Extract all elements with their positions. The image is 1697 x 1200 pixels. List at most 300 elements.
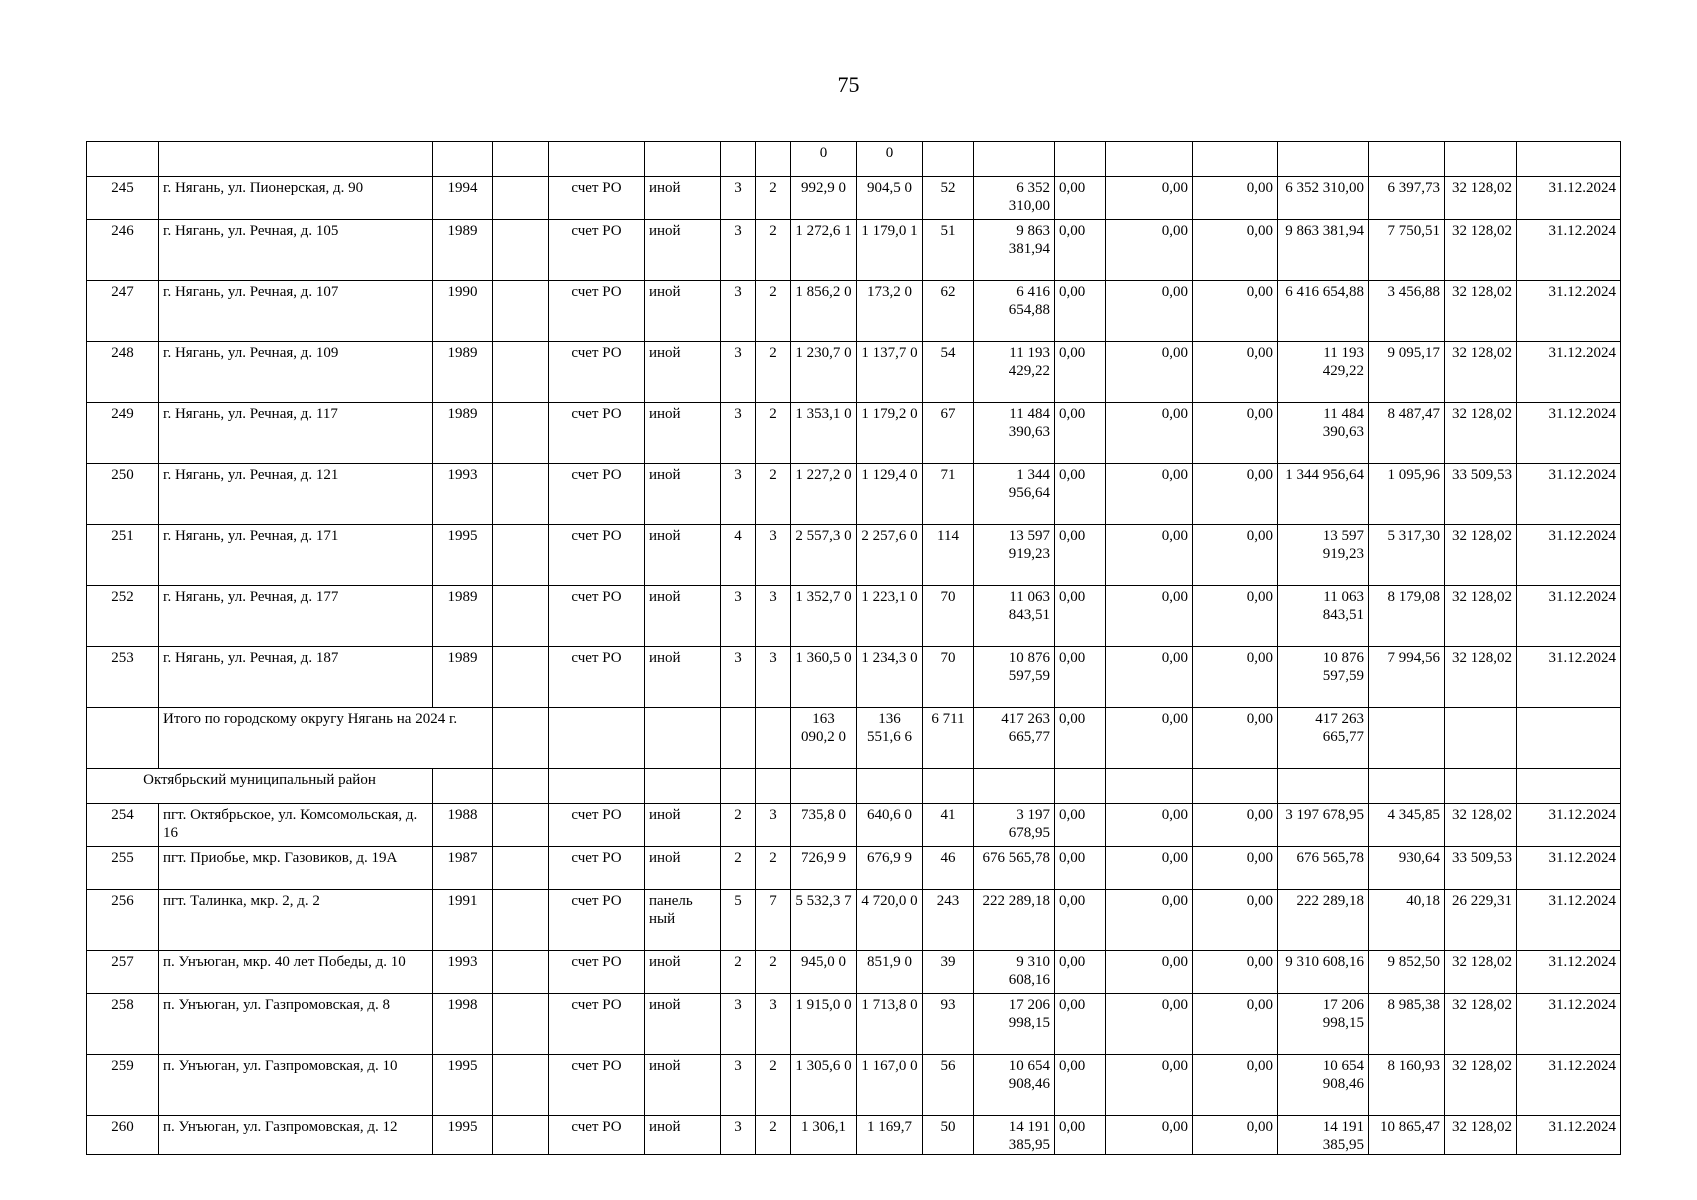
cell-area-total: 945,0 0 [791,951,857,994]
cell-empty [1106,769,1193,804]
cell-empty [549,769,645,804]
cell-material: иной [645,342,721,403]
cell-unit-cost: 40,18 [1369,890,1445,951]
cell-year: 1994 [433,177,493,220]
cell-deadline: 31.12.2024 [1517,890,1621,951]
cell-address: г. Нягань, ул. Речная, д. 107 [159,281,433,342]
cell-area-total: 735,8 0 [791,804,857,847]
cell-address: п. Унъюган, ул. Газпромовская, д. 10 [159,1055,433,1116]
cell-material: иной [645,647,721,708]
cell-cost-total: 9 310 608,16 [974,951,1055,994]
cell-entrances: 2 [756,281,791,342]
cell-max-cost: 32 128,02 [1445,994,1517,1055]
cell-year: 1989 [433,220,493,281]
cell-fund-owners: 14 191 385,95 [1278,1116,1369,1155]
cell-year: 1995 [433,525,493,586]
cell-fund-federal: 0,00 [1055,1116,1106,1155]
cell-area-total: 992,9 0 [791,177,857,220]
cell-area-living: 2 257,6 0 [857,525,923,586]
cell-unit-cost: 6 397,73 [1369,177,1445,220]
cell-area-total: 1 352,7 0 [791,586,857,647]
cell-fund-local: 0,00 [1193,220,1278,281]
cell-area-living: 851,9 0 [857,951,923,994]
cell-source: счет РО [549,890,645,951]
cell-fund-local: 0,00 [1193,951,1278,994]
cell-unit-cost: 5 317,30 [1369,525,1445,586]
cell-fund-federal: 0,00 [1055,951,1106,994]
cell-source: счет РО [549,847,645,890]
cell-empty [923,769,974,804]
cell-fund-local: 0,00 [1193,403,1278,464]
cell-entrances: 2 [756,464,791,525]
cell-unit-cost: 930,64 [1369,847,1445,890]
cell-fund-owners: 417 263 665,77 [1278,708,1369,769]
cell-empty [493,1055,549,1116]
cell-material: иной [645,847,721,890]
cell-area-living: 4 720,0 0 [857,890,923,951]
cell-address: п. Унъюган, мкр. 40 лет Победы, д. 10 [159,951,433,994]
cell-cost-total: 11 484 390,63 [974,403,1055,464]
cell-num: 250 [87,464,159,525]
cell-area-total: 5 532,3 7 [791,890,857,951]
cell-deadline: 31.12.2024 [1517,177,1621,220]
cell-deadline: 31.12.2024 [1517,994,1621,1055]
cell-num: 248 [87,342,159,403]
cell-fund-owners: 9 310 608,16 [1278,951,1369,994]
cell-empty [1193,769,1278,804]
cell-area-living: 1 137,7 0 [857,342,923,403]
cell-deadline: 31.12.2024 [1517,847,1621,890]
cell-source: счет РО [549,281,645,342]
cell-empty [493,281,549,342]
cell-material: иной [645,994,721,1055]
cell-fund-federal: 0,00 [1055,342,1106,403]
cell-max-cost: 32 128,02 [1445,1055,1517,1116]
cell-empty [493,890,549,951]
table-row [87,1055,1621,1116]
cell-source: счет РО [549,647,645,708]
cell-floors: 3 [721,994,756,1055]
cell-area-total: 2 557,3 0 [791,525,857,586]
cell-material: иной [645,220,721,281]
cell-unit-cost: 8 179,08 [1369,586,1445,647]
cell-address: п. Унъюган, ул. Газпромовская, д. 12 [159,1116,433,1155]
cell-area-total: 1 305,6 0 [791,1055,857,1116]
cell-material: иной [645,1055,721,1116]
cell-empty [493,708,549,769]
cell-empty [645,708,721,769]
cell-year: 1989 [433,403,493,464]
cell-residents: 56 [923,1055,974,1116]
cell-unit-cost: 8 985,38 [1369,994,1445,1055]
cell-floors: 2 [721,804,756,847]
cell-fund-local: 0,00 [1193,525,1278,586]
cell-deadline: 31.12.2024 [1517,951,1621,994]
cell-floors: 3 [721,1055,756,1116]
cell-area-living: 1 169,7 [857,1116,923,1155]
cell-cost-total: 11 193 429,22 [974,342,1055,403]
cell-residents: 41 [923,804,974,847]
cell-fund-owners: 1 344 956,64 [1278,464,1369,525]
cell-empty [493,342,549,403]
cell-cost-total: 14 191 385,95 [974,1116,1055,1155]
cell-fund-regional: 0,00 [1106,1055,1193,1116]
cell-area-total: 726,9 9 [791,847,857,890]
cell-year: 1991 [433,890,493,951]
cell-area-living: 1 179,0 1 [857,220,923,281]
cell-residents: 70 [923,586,974,647]
cell-floors: 3 [721,586,756,647]
cell-max-cost: 32 128,02 [1445,342,1517,403]
cell-num: 254 [87,804,159,847]
cell-fund-federal: 0,00 [1055,586,1106,647]
table-row [87,281,1621,342]
cell-address: г. Нягань, ул. Речная, д. 177 [159,586,433,647]
cell-fund-owners: 11 063 843,51 [1278,586,1369,647]
cell-area-living: 173,2 0 [857,281,923,342]
cell-residents: 93 [923,994,974,1055]
cell-cost-total: 1 344 956,64 [974,464,1055,525]
cell-unit-cost: 7 994,56 [1369,647,1445,708]
table-row [87,177,1621,220]
cell-area-living: 136 551,6 6 [857,708,923,769]
cell-empty [721,769,756,804]
cell-area-living: 0 [857,142,923,177]
cell-fund-federal: 0,00 [1055,281,1106,342]
cell-floors: 3 [721,281,756,342]
cell-empty [756,769,791,804]
cell-residents: 52 [923,177,974,220]
cell-cost-total: 10 654 908,46 [974,1055,1055,1116]
cell-deadline: 31.12.2024 [1517,464,1621,525]
cell-fund-local: 0,00 [1193,890,1278,951]
cell-fund-owners: 6 352 310,00 [1278,177,1369,220]
cell-residents: 39 [923,951,974,994]
capital-repair-table [86,141,1621,1155]
cell-unit-cost: 4 345,85 [1369,804,1445,847]
cell-area-total: 1 272,6 1 [791,220,857,281]
cell-material: иной [645,804,721,847]
cell-fund-local: 0,00 [1193,1055,1278,1116]
cell-empty [1517,769,1621,804]
cell-empty [1369,708,1445,769]
cell-fund-local: 0,00 [1193,994,1278,1055]
cell-empty [1445,769,1517,804]
cell-fund-regional: 0,00 [1106,994,1193,1055]
cell-cost-total: 6 416 654,88 [974,281,1055,342]
district-heading: Октябрьский муниципальный район [87,769,433,804]
cell-floors: 3 [721,464,756,525]
cell-max-cost: 33 509,53 [1445,464,1517,525]
cell-source: счет РО [549,1116,645,1155]
cell-num: 249 [87,403,159,464]
cell-fund-federal: 0,00 [1055,220,1106,281]
cell-area-living: 904,5 0 [857,177,923,220]
cell-source: счет РО [549,464,645,525]
cell-fund-local: 0,00 [1193,1116,1278,1155]
cell-fund-federal: 0,00 [1055,994,1106,1055]
cell-source: счет РО [549,220,645,281]
cell-deadline: 31.12.2024 [1517,403,1621,464]
cell-empty [493,1116,549,1155]
cell-fund-owners: 6 416 654,88 [1278,281,1369,342]
cell-fund-owners: 11 193 429,22 [1278,342,1369,403]
cell-residents: 62 [923,281,974,342]
cell-floors: 3 [721,1116,756,1155]
cell-empty [493,804,549,847]
cell-max-cost: 32 128,02 [1445,220,1517,281]
cell-residents: 50 [923,1116,974,1155]
cell-cost-total: 417 263 665,77 [974,708,1055,769]
cell-source: счет РО [549,586,645,647]
cell-fund-regional: 0,00 [1106,647,1193,708]
cell-max-cost: 32 128,02 [1445,281,1517,342]
cell-entrances: 2 [756,1055,791,1116]
cell-source: счет РО [549,1055,645,1116]
cell-fund-regional: 0,00 [1106,586,1193,647]
cell-floors: 3 [721,342,756,403]
cell-fund-owners: 10 876 597,59 [1278,647,1369,708]
cell-fund-owners: 676 565,78 [1278,847,1369,890]
cell-deadline: 31.12.2024 [1517,342,1621,403]
cell-entrances: 3 [756,647,791,708]
cell-deadline: 31.12.2024 [1517,525,1621,586]
cell-fund-owners: 10 654 908,46 [1278,1055,1369,1116]
cell-fund-local: 0,00 [1193,342,1278,403]
cell-residents: 70 [923,647,974,708]
cell-fund-federal: 0,00 [1055,647,1106,708]
cell-fund-regional: 0,00 [1106,951,1193,994]
cell-source: счет РО [549,994,645,1055]
cell-max-cost: 26 229,31 [1445,890,1517,951]
cell-address: пгт. Талинка, мкр. 2, д. 2 [159,890,433,951]
cell-fund-local: 0,00 [1193,647,1278,708]
cell-fund-local: 0,00 [1193,464,1278,525]
cell-address: пгт. Октябрьское, ул. Комсомольская, д. 16 [159,804,433,847]
cell-year: 1998 [433,994,493,1055]
cell-fund-regional: 0,00 [1106,708,1193,769]
table-row [87,525,1621,586]
cell-fund-local: 0,00 [1193,586,1278,647]
cell-fund-regional: 0,00 [1106,464,1193,525]
cell-empty [1278,769,1369,804]
cell-residents: 114 [923,525,974,586]
cell-fund-regional: 0,00 [1106,177,1193,220]
cell-empty [493,220,549,281]
cell-max-cost: 32 128,02 [1445,403,1517,464]
cell-fund-federal: 0,00 [1055,890,1106,951]
table-row-continuation [87,142,1621,177]
cell-fund-local: 0,00 [1193,281,1278,342]
cell-unit-cost: 8 487,47 [1369,403,1445,464]
cell-entrances: 3 [756,525,791,586]
cell-address: г. Нягань, ул. Речная, д. 105 [159,220,433,281]
cell-num: 252 [87,586,159,647]
cell-floors: 3 [721,220,756,281]
cell-area-total: 1 856,2 0 [791,281,857,342]
cell-residents: 71 [923,464,974,525]
table-row [87,994,1621,1055]
cell-residents: 6 711 [923,708,974,769]
cell-fund-regional: 0,00 [1106,281,1193,342]
cell-deadline: 31.12.2024 [1517,1116,1621,1155]
cell-fund-federal: 0,00 [1055,403,1106,464]
cell-residents: 54 [923,342,974,403]
cell-deadline: 31.12.2024 [1517,220,1621,281]
table-row [87,586,1621,647]
cell-floors: 3 [721,403,756,464]
cell-empty [493,847,549,890]
cell-fund-regional: 0,00 [1106,890,1193,951]
cell-area-living: 640,6 0 [857,804,923,847]
cell-address: г. Нягань, ул. Речная, д. 117 [159,403,433,464]
cell-cost-total: 9 863 381,94 [974,220,1055,281]
cell-entrances: 3 [756,804,791,847]
page-number: 75 [837,72,860,97]
cell-num: 257 [87,951,159,994]
cell-entrances: 2 [756,403,791,464]
cell-area-total: 1 360,5 0 [791,647,857,708]
cell-num: 246 [87,220,159,281]
cell-fund-owners: 9 863 381,94 [1278,220,1369,281]
cell-area-living: 1 223,1 0 [857,586,923,647]
cell-fund-federal: 0,00 [1055,464,1106,525]
cell-source: счет РО [549,804,645,847]
cell-cost-total: 17 206 998,15 [974,994,1055,1055]
cell-empty [493,177,549,220]
cell-fund-owners: 222 289,18 [1278,890,1369,951]
cell-fund-regional: 0,00 [1106,847,1193,890]
cell-area-total: 0 [791,142,857,177]
cell-unit-cost: 3 456,88 [1369,281,1445,342]
cell-area-total: 1 227,2 0 [791,464,857,525]
cell-area-living: 1 167,0 0 [857,1055,923,1116]
cell-deadline: 31.12.2024 [1517,281,1621,342]
table-row [87,890,1621,951]
cell-unit-cost: 7 750,51 [1369,220,1445,281]
cell-year: 1993 [433,951,493,994]
cell-empty [433,769,493,804]
cell-fund-owners: 17 206 998,15 [1278,994,1369,1055]
cell-year: 1988 [433,804,493,847]
cell-unit-cost: 9 095,17 [1369,342,1445,403]
cell-max-cost: 32 128,02 [1445,586,1517,647]
cell-unit-cost: 8 160,93 [1369,1055,1445,1116]
cell-area-total: 1 306,1 [791,1116,857,1155]
cell-address: г. Нягань, ул. Пионерская, д. 90 [159,177,433,220]
cell-fund-federal: 0,00 [1055,708,1106,769]
cell-deadline: 31.12.2024 [1517,586,1621,647]
cell-cost-total: 676 565,78 [974,847,1055,890]
cell-fund-regional: 0,00 [1106,525,1193,586]
cell-year: 1989 [433,647,493,708]
cell-empty [857,769,923,804]
cell-material: иной [645,177,721,220]
cell-source: счет РО [549,951,645,994]
cell-entrances: 2 [756,177,791,220]
cell-entrances: 2 [756,220,791,281]
table-row [87,403,1621,464]
cell-max-cost: 32 128,02 [1445,1116,1517,1155]
cell-fund-local: 0,00 [1193,847,1278,890]
cell-max-cost: 32 128,02 [1445,177,1517,220]
cell-fund-local: 0,00 [1193,708,1278,769]
cell-num: 258 [87,994,159,1055]
cell-address: г. Нягань, ул. Речная, д. 187 [159,647,433,708]
cell-fund-federal: 0,00 [1055,804,1106,847]
cell-unit-cost: 9 852,50 [1369,951,1445,994]
cell-unit-cost: 10 865,47 [1369,1116,1445,1155]
cell-floors: 5 [721,890,756,951]
cell-floors: 4 [721,525,756,586]
cell-empty [493,994,549,1055]
cell-fund-federal: 0,00 [1055,525,1106,586]
cell-entrances: 7 [756,890,791,951]
cell-num: 260 [87,1116,159,1155]
cell-entrances: 2 [756,1116,791,1155]
table-row [87,342,1621,403]
cell-material: иной [645,525,721,586]
cell-num: 245 [87,177,159,220]
cell-deadline: 31.12.2024 [1517,647,1621,708]
cell-year: 1995 [433,1055,493,1116]
cell-residents: 67 [923,403,974,464]
cell-entrances: 2 [756,847,791,890]
cell-entrances: 3 [756,994,791,1055]
cell-address: г. Нягань, ул. Речная, д. 109 [159,342,433,403]
cell-empty [1055,769,1106,804]
cell-material: иной [645,281,721,342]
cell-area-living: 676,9 9 [857,847,923,890]
cell-source: счет РО [549,177,645,220]
cell-source: счет РО [549,525,645,586]
cell-year: 1993 [433,464,493,525]
cell-source: счет РО [549,342,645,403]
cell-empty [493,525,549,586]
cell-material: панель ный [645,890,721,951]
table-row [87,647,1621,708]
cell-year: 1989 [433,586,493,647]
cell-empty [493,586,549,647]
cell-area-total: 1 353,1 0 [791,403,857,464]
cell-cost-total: 6 352 310,00 [974,177,1055,220]
table-row [87,464,1621,525]
cell-max-cost: 32 128,02 [1445,647,1517,708]
cell-material: иной [645,951,721,994]
cell-entrances: 2 [756,951,791,994]
cell-material: иной [645,586,721,647]
cell-floors: 3 [721,647,756,708]
cell-empty [493,769,549,804]
cell-empty [1445,708,1517,769]
cell-area-living: 1 234,3 0 [857,647,923,708]
cell-floors: 2 [721,847,756,890]
cell-fund-federal: 0,00 [1055,847,1106,890]
table-row [87,804,1621,847]
cell-num: 256 [87,890,159,951]
cell-empty [493,403,549,464]
cell-cost-total: 11 063 843,51 [974,586,1055,647]
cell-num: 251 [87,525,159,586]
district-heading-row [87,769,1621,804]
cell-empty [549,708,645,769]
cell-fund-owners: 3 197 678,95 [1278,804,1369,847]
cell-residents: 46 [923,847,974,890]
cell-cost-total: 10 876 597,59 [974,647,1055,708]
table-row [87,951,1621,994]
table-row [87,847,1621,890]
cell-residents: 51 [923,220,974,281]
